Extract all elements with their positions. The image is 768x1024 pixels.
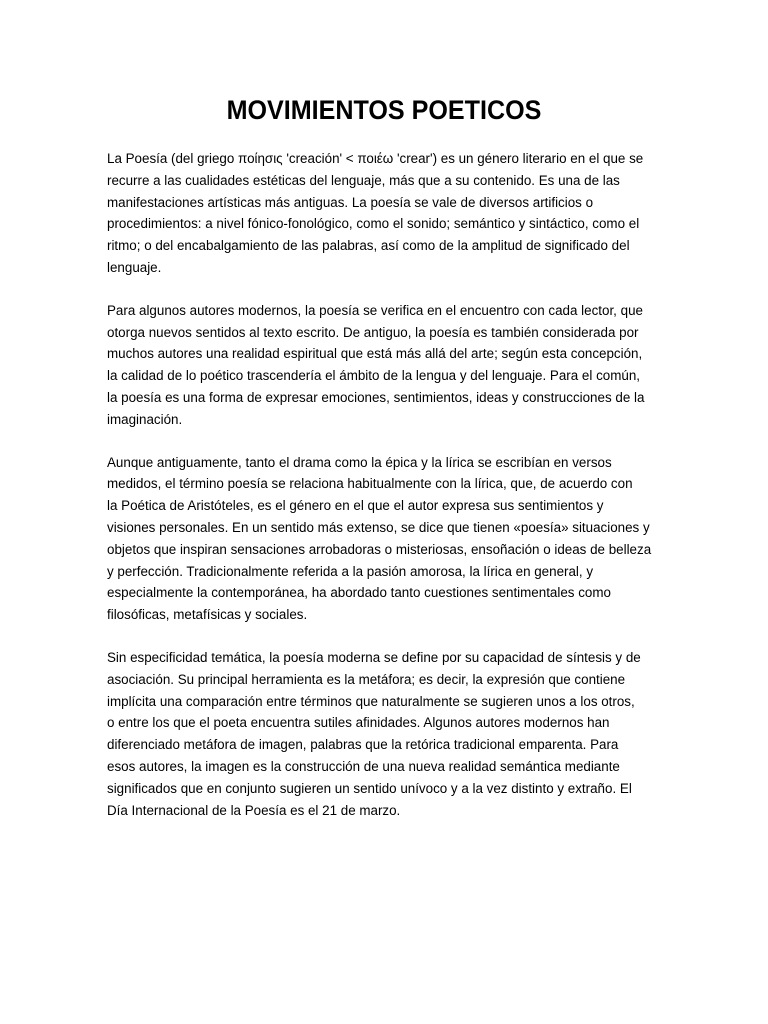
text-line: Día Internacional de la Poesía es el 21 de marzo. [107, 802, 401, 818]
text-line: la poesía es una forma de expresar emociones, sentimientos, ideas y construcciones de la [107, 389, 645, 405]
text-line: otorga nuevos sentidos al texto escrito. De antiguo, la poesía es también considerada por [107, 324, 639, 340]
text-line: implícita una comparación entre términos que naturalmente se sugieren unos a los otros, [107, 693, 635, 709]
text-line: lenguaje. [107, 259, 162, 275]
text-line: imaginación. [107, 411, 183, 427]
text-line: la Poética de Aristóteles, es el género en el que el autor expresa sus sentimientos y [107, 498, 604, 514]
text-line: la calidad de lo poético trascendería el ámbito de la lengua y del lenguaje. Para el común, [107, 368, 640, 384]
text-line: especialmente la contemporánea, ha abordado tanto cuestiones sentimentales como [107, 585, 611, 601]
text-line: filosóficas, metafísicas y sociales. [107, 607, 308, 623]
text-line: y perfección. Tradicionalmente referida a la pasión amorosa, la lírica en general, y [107, 563, 594, 579]
text-line: procedimientos: a nivel fónico-fonológico, como el sonido; semántico y sintáctico, como el [107, 216, 640, 232]
text-line: recurre a las cualidades estéticas del lenguaje, más que a su contenido. Es una de las [107, 172, 620, 188]
text-line: diferenciado metáfora de imagen, palabras que la retórica tradicional emparenta. Para [107, 737, 619, 753]
text-line: o entre los que el poeta encuentra sutiles afinidades. Algunos autores modernos han [107, 715, 610, 731]
text-line: Aunque antiguamente, tanto el drama como la épica y la lírica se escribían en versos [107, 454, 612, 470]
page-title: MOVIMIENTOS POETICOS [226, 95, 542, 125]
text-line: ritmo; o del encabalgamiento de las palabras, así como de la amplitud de significado del [107, 238, 630, 254]
text-line: Sin especificidad temática, la poesía moderna se define por su capacidad de síntesis y de [107, 649, 641, 665]
text-line: visiones personales. En un sentido más extenso, se dice que tienen «poesía» situaciones y [107, 519, 650, 535]
paragraph-3 [107, 452, 661, 626]
text-line: asociación. Su principal herramienta es la metáfora; es decir, la expresión que contiene [107, 671, 626, 687]
text-line: La Poesía (del griego ποίησις 'creación' < ποιέω 'crear') es un género literario en el que se [107, 151, 644, 166]
text-line: manifestaciones artísticas más antiguas. La poesía se vale de diversos artificios o [107, 194, 594, 210]
text-line: esos autores, la imagen es la construcción de una nueva realidad semántica mediante [107, 758, 620, 774]
text-line: Para algunos autores modernos, la poesía se verifica en el encuentro con cada lector, que [107, 302, 643, 318]
paragraph-1 [107, 148, 661, 279]
paragraph-4 [107, 647, 661, 821]
paragraph-2 [107, 300, 661, 431]
document-body [107, 148, 661, 842]
text-line: medidos, el término poesía se relaciona habitualmente con la lírica, que, de acuerdo con [107, 476, 633, 492]
text-line: significados que en conjunto sugieren un sentido unívoco y a la vez distinto y extraño. El [107, 780, 632, 796]
text-line: muchos autores una realidad espiritual que está más allá del arte; según esta concepción, [107, 346, 643, 362]
text-line: objetos que inspiran sensaciones arrobadoras o misteriosas, ensoñación o ideas de belleza [107, 541, 652, 557]
